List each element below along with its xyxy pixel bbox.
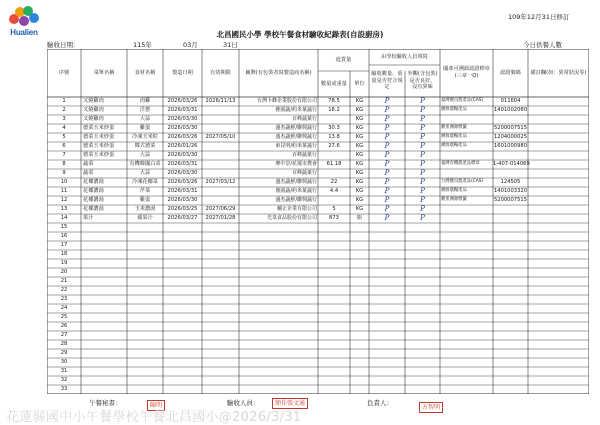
row-traceability — [441, 151, 493, 159]
row-traceability: 雞蛋溯源標籤 — [441, 197, 467, 203]
row-seq: 4 — [62, 125, 66, 132]
inspection-table — [47, 49, 589, 394]
row-qty: 78.5 — [328, 98, 340, 105]
row-seq: 10 — [60, 179, 68, 186]
row-qty: 4.4 — [329, 188, 339, 195]
row-mfg-date: 2026/01/26 — [167, 143, 198, 150]
row-ingredient: 冷凍玉米粒 — [132, 134, 158, 141]
row-ingredient: 冷凍花椰菜 — [132, 179, 158, 186]
row-vendor: 盛杰蔬鮮/聯興蔬行 — [275, 134, 317, 141]
row-cert-no — [493, 205, 528, 213]
row-vendor: 輔正企業有限公司 — [276, 206, 317, 213]
col-header-unit — [350, 71, 369, 97]
row-vendor: 百峰蔬菓行 — [291, 170, 317, 177]
col-header-cert-no-text: 認證號碼 — [500, 69, 521, 76]
row-vendor: 盛杰蔬鮮/聯興蔬行 — [275, 179, 317, 186]
row-ingredient: 洋蔥 — [139, 107, 151, 114]
row-seq: 1 — [62, 98, 66, 105]
row-check-appearance: P — [420, 97, 425, 106]
row-traceability — [441, 205, 493, 213]
col-header-inspect-group-text: 由學校驗收人員填寫 — [381, 53, 428, 60]
col-header-cert-no — [493, 49, 528, 97]
row-check-appearance: P — [420, 205, 425, 214]
empty-row-seq: 28 — [60, 341, 68, 348]
row-qty: 27.6 — [328, 143, 340, 150]
row-vendor: 盛杰蔬鮮/聯興蔬行 — [275, 197, 317, 204]
row-remark — [528, 142, 589, 150]
hualien-logo-icon — [6, 3, 42, 29]
row-remark — [528, 178, 589, 186]
inspector-sign-label: 驗收人員： — [227, 399, 260, 407]
row-traceability: 溯源農糧產品 — [441, 134, 467, 140]
row-cert-no — [493, 151, 528, 159]
row-qty — [318, 115, 350, 123]
row-dish: 蔬菜 — [83, 170, 94, 177]
row-seq: 13 — [60, 206, 68, 213]
row-ingredient: 大蒜 — [139, 116, 151, 123]
row-dish: 果汁 — [83, 215, 94, 222]
date-label: 驗收日期： — [47, 41, 80, 49]
row-expiry — [202, 142, 239, 150]
col-header-inbound-text: 進貨量 — [335, 56, 352, 63]
row-qty — [318, 196, 350, 204]
col-header-traceability — [440, 49, 493, 97]
row-ingredient: 雞蛋 — [139, 125, 151, 132]
row-dish: 德菜玉米炒蛋 — [83, 152, 115, 159]
row-cert-no — [493, 115, 528, 123]
row-check-appearance: P — [420, 133, 425, 142]
empty-row-seq: 19 — [60, 260, 68, 267]
empty-row-seq: 15 — [60, 224, 68, 231]
row-cert-no — [493, 214, 528, 222]
row-check-qty: P — [384, 187, 390, 196]
row-check-appearance: P — [420, 106, 425, 115]
empty-row-seq: 23 — [60, 296, 68, 303]
row-cert-no: 1401003320 — [493, 188, 527, 195]
row-expiry: 2027/06/29 — [205, 206, 236, 213]
row-check-qty: P — [384, 160, 390, 169]
row-traceability: 臺灣優良農產品(CAS) — [441, 98, 484, 104]
row-expiry — [202, 151, 239, 159]
row-traceability — [441, 115, 493, 123]
row-unit: KG — [355, 170, 364, 177]
row-check-qty: P — [384, 142, 390, 151]
row-vendor: 百峰蔬菓行 — [291, 116, 317, 123]
logo-text: Hualien — [10, 28, 38, 37]
empty-row-seq: 20 — [60, 269, 68, 276]
empty-row-seq: 17 — [60, 242, 68, 249]
row-remark — [528, 205, 589, 213]
row-check-qty: P — [384, 178, 390, 187]
row-mfg-date: 2026/03/31 — [167, 107, 198, 114]
row-mfg-date: 2026/03/30 — [167, 170, 198, 177]
row-dish: 花椰濃湯 — [83, 197, 104, 204]
row-qty: 5 — [332, 206, 336, 213]
row-traceability: 臺灣有機農產品標章 — [441, 161, 480, 167]
row-vendor: 盛杰蔬鮮/聯興蔬行 — [275, 125, 317, 132]
row-ingredient: 玉米濃湯 — [134, 206, 156, 213]
row-ingredient: 芹菜 — [139, 188, 151, 195]
row-qty: 30.3 — [328, 125, 340, 132]
row-traceability: 溯源農糧產品 — [441, 107, 467, 113]
row-expiry: 2026/11/13 — [205, 98, 236, 105]
row-expiry — [202, 124, 239, 132]
row-check-appearance: P — [420, 151, 425, 160]
col-header-vendor — [239, 49, 318, 97]
row-check-qty: P — [384, 196, 390, 205]
row-seq: 8 — [62, 161, 66, 168]
row-cert-no: 5200007515 — [493, 125, 527, 132]
row-ingredient: 雞蛋 — [139, 197, 151, 204]
row-mfg-date: 2026/03/30 — [167, 152, 198, 159]
row-unit: KG — [355, 125, 364, 132]
row-cert-no: 5200007515 — [493, 197, 527, 204]
kitchen-stamp: 陳明 — [147, 400, 165, 411]
col-header-inspect-appearance-text: 外觀(含包裝)是否良好，沒有異味 — [407, 70, 438, 91]
kitchen-sign-label: 午餐秘書： — [89, 399, 122, 407]
row-remark — [528, 214, 589, 222]
row-remark — [528, 187, 589, 195]
col-header-mfg-date-text: 製造日期 — [172, 69, 193, 76]
row-expiry: 2027/01/28 — [205, 215, 236, 222]
row-mfg-date: 2026/03/26 — [167, 134, 198, 141]
row-seq: 11 — [60, 188, 68, 195]
row-cert-no: 011604 — [500, 98, 521, 105]
row-check-appearance: P — [420, 178, 425, 187]
row-unit: KG — [355, 188, 364, 195]
row-check-appearance: P — [420, 196, 425, 205]
empty-row-seq: 22 — [60, 287, 68, 294]
row-check-appearance: P — [420, 124, 425, 133]
row-check-qty: P — [384, 214, 390, 223]
row-seq: 7 — [62, 152, 66, 159]
row-ingredient: 肉雞 — [139, 98, 151, 105]
row-remark — [528, 133, 589, 141]
row-dish: 又燒雞肉 — [83, 116, 104, 123]
row-unit: KG — [355, 134, 364, 141]
col-header-inspect-qty — [369, 65, 405, 97]
row-seq: 12 — [60, 197, 68, 204]
col-header-unit-text: 單位 — [354, 80, 365, 87]
row-traceability: 溯源農糧產品 — [441, 188, 467, 194]
row-qty: 18.2 — [328, 107, 340, 114]
row-check-qty: P — [384, 106, 390, 115]
row-mfg-date: 2026/03/30 — [167, 197, 198, 204]
date-row — [47, 40, 589, 49]
row-vendor: 鼎園蔬/約米菓蔬行 — [275, 188, 317, 195]
row-unit: KG — [355, 107, 364, 114]
col-header-inspect-appearance — [405, 65, 440, 97]
col-header-remarks — [528, 49, 589, 97]
row-traceability — [441, 214, 493, 222]
row-unit: KG — [355, 98, 364, 105]
row-dish: 德菜玉米炒蛋 — [83, 143, 115, 150]
watermark: 花蓮縣國中小午餐學校午餐北昌國小@2026/3/31 — [6, 410, 302, 425]
row-mfg-date: 2026/03/31 — [167, 161, 198, 168]
row-mfg-date: 2026/03/26 — [167, 98, 198, 105]
empty-row-seq: 24 — [60, 305, 68, 312]
row-check-appearance: P — [420, 169, 425, 178]
row-qty: 13.8 — [328, 134, 340, 141]
empty-row-seq: 29 — [60, 350, 68, 357]
row-vendor: 光泉食品股份有限公司 — [266, 215, 317, 222]
row-vendor: 雅園蔬/約米菓蔬行 — [275, 107, 317, 114]
row-cert-no — [493, 169, 528, 177]
row-dish: 德菜玉米炒蛋 — [83, 134, 115, 141]
row-traceability: 台灣優良農產品(CAS) — [441, 179, 484, 185]
row-unit: KG — [355, 116, 364, 123]
row-vendor: 台灣卜蜂企業股份有限公司 — [256, 98, 317, 105]
row-remark — [528, 97, 589, 105]
empty-row-seq: 33 — [60, 386, 68, 393]
row-check-qty: P — [384, 169, 390, 178]
date-year: 115年 — [133, 41, 152, 49]
empty-row-seq: 27 — [60, 332, 68, 339]
row-cert-no: 1-407-014069 — [493, 161, 530, 168]
row-ingredient: 大蒜 — [139, 170, 151, 177]
row-mfg-date: 2026/03/30 — [167, 125, 198, 132]
row-check-qty: P — [384, 151, 390, 160]
row-traceability: 雞蛋溯源標籤 — [441, 125, 467, 131]
row-check-qty: P — [384, 124, 390, 133]
row-expiry — [202, 196, 239, 204]
row-dish: 花椰濃湯 — [83, 188, 104, 195]
row-vendor: 摩中景/花蓮市農會 — [275, 161, 317, 168]
row-cert-no: 1204000025 — [493, 134, 527, 141]
row-mfg-date: 2026/03/26 — [167, 179, 198, 186]
row-mfg-date: 2026/03/27 — [167, 215, 198, 222]
empty-row-seq: 21 — [60, 278, 68, 285]
row-remark — [528, 196, 589, 204]
empty-row-seq: 30 — [60, 359, 68, 366]
col-header-expiry — [202, 49, 239, 97]
row-seq: 2 — [62, 107, 66, 114]
row-check-qty: P — [384, 97, 390, 106]
row-expiry: 2027/03/12 — [205, 179, 236, 186]
row-unit: 瓶 — [356, 215, 363, 222]
row-unit: KG — [355, 143, 364, 150]
row-mfg-date: 2026/03/31 — [167, 188, 198, 195]
row-vendor: 百峰蔬菓行 — [291, 152, 317, 159]
row-unit: KG — [355, 206, 364, 213]
row-seq: 5 — [62, 134, 66, 141]
row-mfg-date: 2026/03/30 — [167, 116, 198, 123]
row-ingredient: 蘋果汁 — [137, 215, 153, 222]
row-qty — [318, 151, 350, 159]
row-expiry — [202, 106, 239, 114]
row-ingredient: 大蒜 — [139, 152, 151, 159]
row-dish: 又燒雞肉 — [83, 107, 104, 114]
row-check-qty: P — [384, 115, 390, 124]
col-header-inspect-group — [369, 49, 440, 65]
row-dish: 花椰濃湯 — [83, 179, 104, 186]
row-seq: 9 — [62, 170, 66, 177]
row-seq: 14 — [60, 215, 68, 222]
row-expiry — [202, 115, 239, 123]
col-header-qty — [318, 71, 350, 97]
supply-count-label: 今日供餐人數 — [523, 41, 562, 49]
col-header-seq-text: 序號 — [58, 69, 70, 76]
col-header-dish — [81, 49, 127, 97]
row-qty: 61.18 — [326, 161, 342, 168]
revision-date: 109年12月31日修訂 — [508, 13, 570, 21]
row-check-appearance: P — [420, 187, 425, 196]
row-mfg-date: 2026/03/25 — [167, 206, 198, 213]
row-cert-no: 1601000980 — [493, 143, 527, 150]
col-header-expiry-text: 有效期限 — [210, 69, 231, 76]
empty-row-seq: 18 — [60, 251, 68, 258]
row-expiry — [202, 160, 239, 168]
principal-stamp: 方智明 — [419, 402, 443, 413]
col-header-ingredient-text: 食材名稱 — [134, 69, 156, 76]
row-check-appearance: P — [420, 115, 425, 124]
row-dish: 德菜玉米炒蛋 — [83, 125, 115, 132]
row-qty: 873 — [329, 215, 339, 222]
row-remark — [528, 115, 589, 123]
row-check-appearance: P — [420, 214, 425, 223]
col-header-vendor-text: 廠牌(有包裝者寫製造商名稱) — [245, 69, 312, 76]
col-header-dish-text: 菜單名稱 — [93, 69, 115, 76]
inspector-stamp: 簡佳張文通 — [272, 398, 308, 409]
row-cert-no: 1401002080 — [493, 107, 527, 114]
col-header-ingredient — [127, 49, 163, 97]
row-unit: KG — [355, 179, 364, 186]
row-unit: KG — [355, 197, 364, 204]
row-remark — [528, 151, 589, 159]
row-ingredient: 韓式德菜 — [134, 143, 156, 150]
row-vendor: 東昆明/約米菓蔬行 — [275, 143, 317, 150]
row-remark — [528, 160, 589, 168]
date-day: 31日 — [223, 41, 238, 49]
empty-row-seq: 26 — [60, 323, 68, 330]
date-month: 03月 — [183, 41, 198, 49]
row-seq: 6 — [62, 143, 66, 150]
row-ingredient: 有機韓國白菜 — [129, 161, 161, 168]
row-seq: 3 — [62, 116, 66, 123]
row-traceability — [441, 169, 493, 177]
col-header-remarks-text: 備註欄(如：異常狀況等) — [530, 69, 587, 76]
row-dish: 花椰濃湯 — [83, 206, 104, 213]
row-dish: 蔬菜 — [83, 161, 94, 168]
col-header-seq — [47, 49, 81, 97]
row-qty — [318, 169, 350, 177]
row-check-appearance: P — [420, 142, 425, 151]
col-header-inspect-qty-text: 驗收數量、重量是否符合規定 — [371, 70, 403, 91]
row-remark — [528, 106, 589, 114]
row-unit: KG — [355, 152, 364, 159]
page-title: 北昌國民小學 學校午餐食材驗收紀錄表(自設廚房) — [216, 30, 384, 39]
row-remark — [528, 124, 589, 132]
row-check-qty: P — [384, 133, 390, 142]
row-qty: 22 — [330, 179, 338, 186]
col-header-qty-text: 數量或重量 — [321, 80, 347, 87]
principal-sign-label: 負責人： — [367, 399, 393, 407]
row-cert-no: 124505 — [500, 179, 521, 186]
row-traceability: 溯源農糧產品 — [441, 143, 467, 149]
row-dish: 又燒雞肉 — [83, 98, 104, 105]
col-header-inbound — [318, 49, 369, 71]
row-expiry — [202, 187, 239, 195]
row-expiry — [202, 169, 239, 177]
col-header-traceability-text: 國產可溯源認證標章(三章一Q) — [443, 66, 490, 79]
col-header-mfg-date — [163, 49, 202, 97]
row-remark — [528, 169, 589, 177]
empty-row-seq: 31 — [60, 368, 68, 375]
row-expiry: 2027/05/10 — [205, 134, 236, 141]
empty-row-seq: 32 — [60, 377, 68, 384]
row-check-qty: P — [384, 205, 390, 214]
empty-row-seq: 16 — [60, 233, 68, 240]
row-unit: KG — [355, 161, 364, 168]
empty-row-seq: 25 — [60, 314, 68, 321]
row-check-appearance: P — [420, 160, 425, 169]
